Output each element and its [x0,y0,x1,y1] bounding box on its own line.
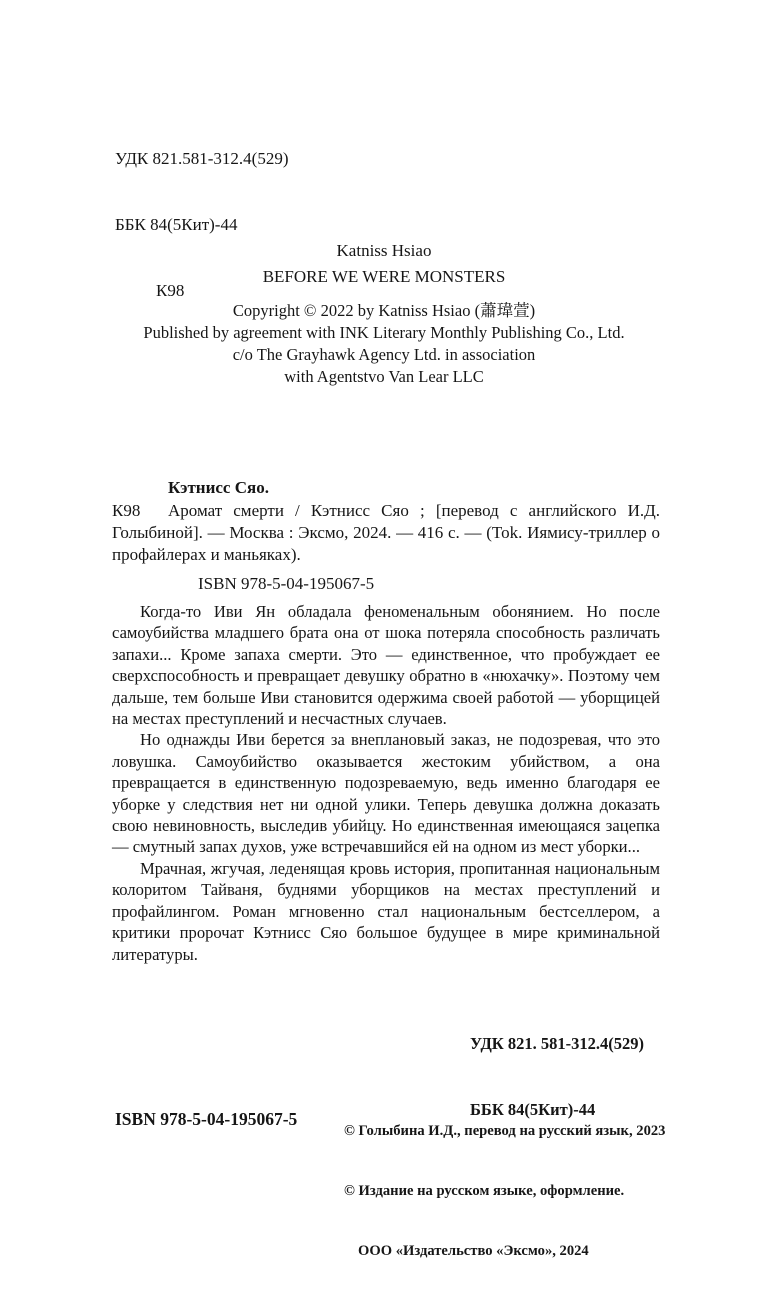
author-sign-code: К98 [156,281,185,300]
bbk-code-bottom: ББК 84(5Кит)-44 [470,1100,596,1119]
annotation-paragraph: Когда-то Иви Ян обладала феноменальным обонянием. Но после самоубийства младшего брата она от шока потеряла способность различать запахи... Кроме запаха смерти. Это — единственное, что пробуждает ее сверхспособность и превращает девушку обратно в «нюхачку». Поэтому чем дальше, тем больше Иви становится одержима своей работой — уборщицей на местах преступлений и несчастных случаев. [112,602,660,729]
original-copyright-line: c/o The Grayhawk Agency Ltd. in association [232,345,536,364]
original-title: BEFORE WE WERE MONSTERS [262,267,506,286]
biblio-entry-wrap [112,500,660,566]
original-copyright-line: Published by agreement with INK Literary Monthly Publishing Co., Ltd. [143,323,625,342]
bbk-code: ББК 84(5Кит)-44 [115,215,238,234]
biblio-author: Кэтнисс Сяо. [168,478,269,497]
udk-code: УДК 821.581-312.4(529) [115,149,289,168]
annotation-paragraph: Но однажды Иви берется за внеплановый заказ, не подозревая, что это ловушка. Самоубийство оказывается жестоким убийством, а она превращается в единственную подозреваемую, ведь именно благодаря ее уборке у следствия нет ни одной улики. Теперь девушка должна доказать свою невиновность, выследив убийцу. Но единственная имеющаяся зацепка — смутный запах духов, уже встречавшийся ей на одном из мест уборки... [112,730,660,857]
original-copyright-line: Copyright © 2022 by Katniss Hsiao (蕭瑋萱) [232,301,536,320]
copyright-notice: © Голыбина И.Д., перевод на русский язык, 2023 [344,1123,666,1139]
original-author: Katniss Hsiao [336,241,432,260]
annotation-paragraph: Мрачная, жгучая, леденящая кровь история, пропитанная национальным колоритом Тайваня, буднями уборщиков на местах преступлений и профайлингом. Роман мгновенно стал национальным бестселлером, а критики пророчат Кэтнисс Сяо большое будущее в мире криминальной литературы. [112,858,660,964]
biblio-isbn: ISBN 978-5-04-195067-5 [198,574,375,593]
bibliographic-record [112,477,660,595]
copyright-notices [344,1081,665,1301]
annotation-block [112,601,660,965]
isbn-bottom: ISBN 978-5-04-195067-5 [115,1109,298,1129]
original-copyright-line: with Agentstvo Van Lear LLC [284,367,484,386]
copyright-notice: © Издание на русском языке, оформление. [344,1183,625,1199]
original-title-block [0,240,768,388]
biblio-author-sign: К98 [112,501,141,520]
udk-code-bottom: УДК 821. 581-312.4(529) [470,1034,644,1053]
copyright-notice: ООО «Издательство «Эксмо», 2024 [358,1243,589,1259]
biblio-entry: Аромат смерти / Кэтнисс Сяо ; [перевод с английского И.Д. Голыбиной]. — Москва : Эксмо, 2024. — 416 с. — (Tok. Иямису-триллер о профайлерах и маньяках). [112,501,660,564]
